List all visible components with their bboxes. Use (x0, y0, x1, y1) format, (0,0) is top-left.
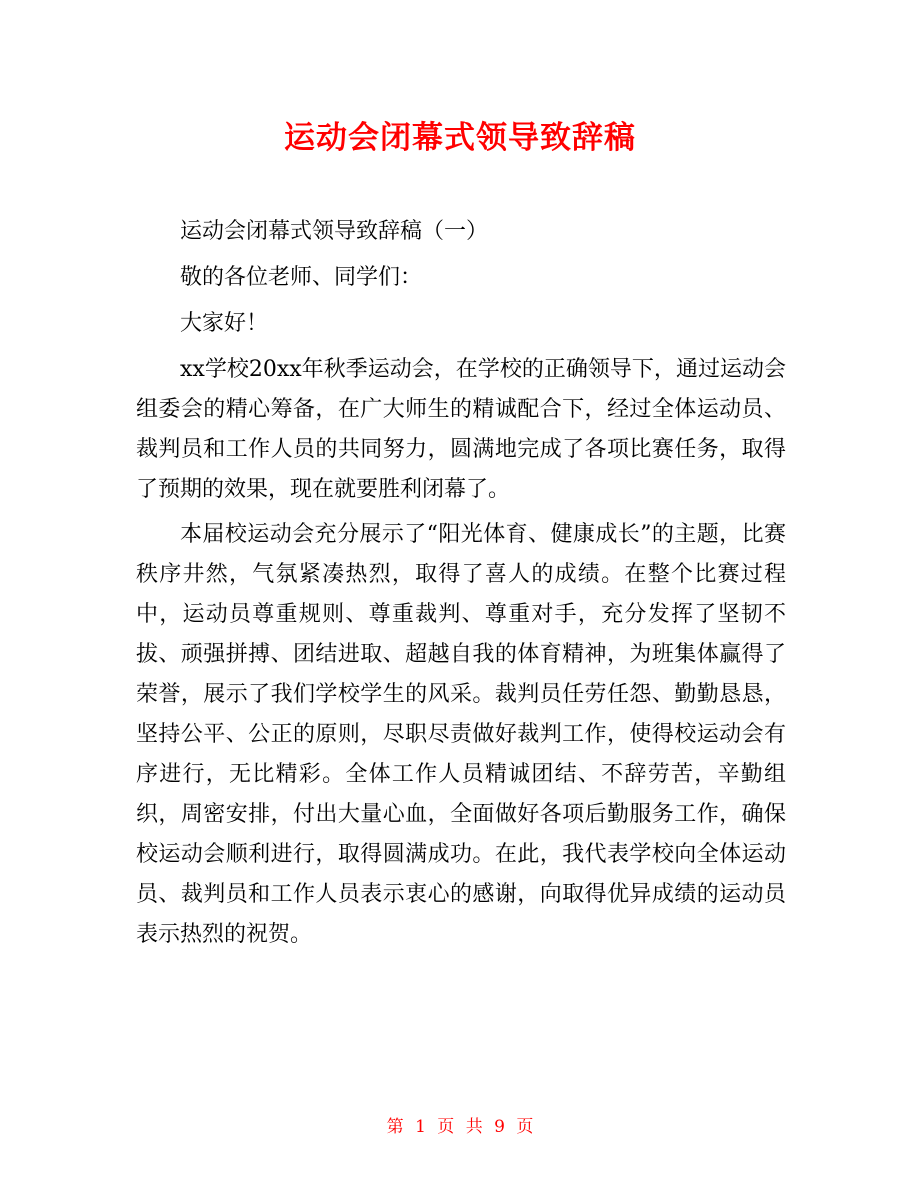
document-title: 运动会闭幕式领导致辞稿 (284, 120, 636, 156)
page-number-footer: 第 1 页 共 9 页 (386, 1117, 534, 1137)
salutation: 敬的各位老师、同学们： (180, 265, 423, 290)
paragraph-2: 本届校运动会充分展示了“阳光体育、健康成长”的主题，比赛秩序井然，气氛紧凑热烈，取得了喜人的成绩。在整个比赛过程中，运动员尊重规则、尊重裁判、尊重对手，充分发挥了坚韧不拔、顽强拼搏、团结进取、超越自我的体育精神，为班集体赢得了荣誉，展示了我们学校学生的风采。裁判员任劳任怨、勤勤恳恳，坚持公平、公正的原则，尽职尽责做好裁判工作，使得校运动会有序进行，无比精彩。全体工作人员精诚团结、不辞劳苦，辛勤组织，周密安排，付出大量心血，全面做好各项后勤服务工作，确保校运动会顺利进行，取得圆满成功。在此，我代表学校向全体运动员、裁判员和工作人员表示衷心的感谢，向取得优异成绩的运动员表示热烈的祝贺。 (136, 522, 786, 947)
document-subtitle: 运动会闭幕式领导致辞稿（一） (180, 219, 489, 244)
document-body (136, 212, 786, 960)
greeting: 大家好！ (180, 311, 269, 336)
paragraph-1: xx学校20xx年秋季运动会，在学校的正确领导下，通过运动会组委会的精心筹备，在广大师生的精诚配合下，经过全体运动员、裁判员和工作人员的共同努力，圆满地完成了各项比赛任务，取得了预期的效果，现在就要胜利闭幕了。 (136, 357, 786, 502)
